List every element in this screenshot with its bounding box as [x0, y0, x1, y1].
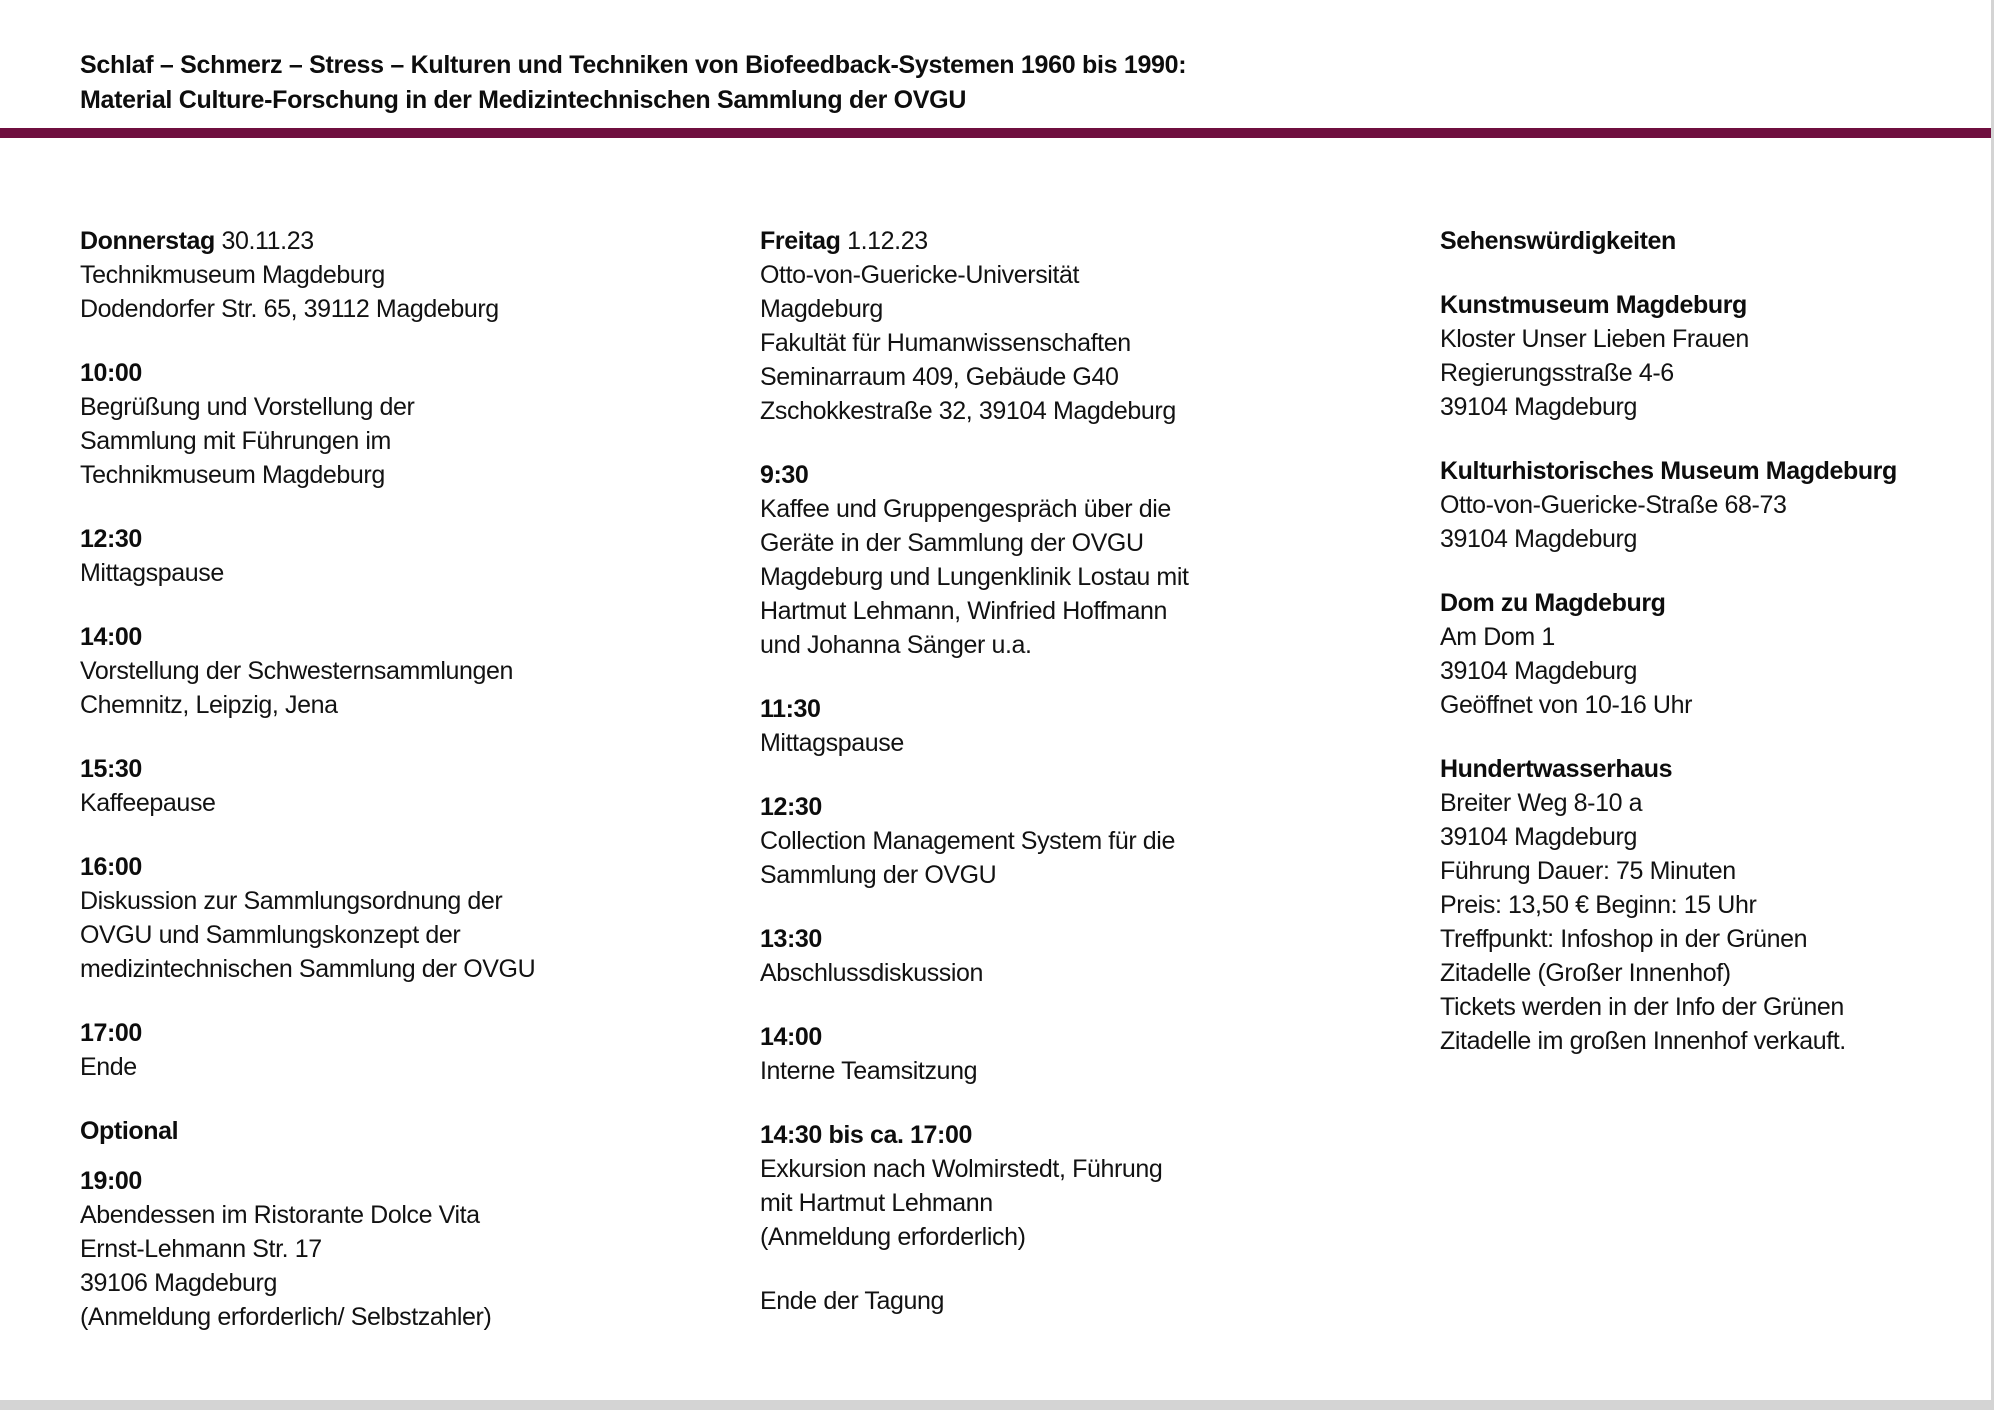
- schedule-line: [80, 258, 760, 292]
- schedule-line-text: Dodendorfer Str. 65, 39112 Magdeburg: [80, 295, 499, 323]
- schedule-line-text: Mittagspause: [80, 559, 224, 587]
- schedule-block: [80, 1114, 760, 1148]
- schedule-line: [1440, 1024, 1964, 1058]
- schedule-line: [760, 394, 1440, 428]
- schedule-line: [1440, 522, 1964, 556]
- schedule-line: [1440, 654, 1964, 688]
- schedule-line: [80, 786, 760, 820]
- schedule-line-text: Begrüßung und Vorstellung der: [80, 393, 415, 421]
- schedule-line-text: Diskussion zur Sammlungsordnung der: [80, 887, 503, 915]
- schedule-line: [80, 1300, 760, 1334]
- schedule-line: [1440, 390, 1964, 424]
- schedule-line: [80, 1114, 760, 1148]
- schedule-line: [1440, 820, 1964, 854]
- page-title-line-2: Material Culture-Forschung in der Medizintechnischen Sammlung der OVGU: [80, 86, 967, 114]
- schedule-line-text: Breiter Weg 8-10 a: [1440, 789, 1643, 817]
- schedule-line: [80, 292, 760, 326]
- schedule-line: [80, 1164, 760, 1198]
- schedule-block: [760, 1118, 1440, 1254]
- schedule-line-text: Geräte in der Sammlung der OVGU: [760, 529, 1144, 557]
- schedule-line-text: 39104 Magdeburg: [1440, 525, 1637, 553]
- schedule-line-text: Ernst-Lehmann Str. 17: [80, 1235, 322, 1263]
- schedule-line-text: Zitadelle (Großer Innenhof): [1440, 959, 1731, 987]
- schedule-line-bold-text: Hundertwasserhaus: [1440, 755, 1673, 783]
- schedule-block: [80, 620, 760, 722]
- schedule-line: [760, 594, 1440, 628]
- schedule-block: [1440, 752, 1964, 1058]
- schedule-line: [80, 654, 760, 688]
- schedule-line-text: 39104 Magdeburg: [1440, 823, 1637, 851]
- schedule-line-text: Geöffnet von 10-16 Uhr: [1440, 691, 1693, 719]
- schedule-line-text: Vorstellung der Schwesternsammlungen: [80, 657, 514, 685]
- schedule-line-text: 39106 Magdeburg: [80, 1269, 277, 1297]
- schedule-line: [1440, 888, 1964, 922]
- schedule-line-bold-text: 14:00: [80, 623, 142, 651]
- schedule-block: [760, 1284, 1440, 1318]
- schedule-line: [80, 1050, 760, 1084]
- column-friday-program: [760, 224, 1440, 1334]
- schedule-line-bold-text: 17:00: [80, 1019, 142, 1047]
- schedule-line: [80, 688, 760, 722]
- schedule-line: [760, 1186, 1440, 1220]
- schedule-line-text: Collection Management System für die: [760, 827, 1175, 855]
- schedule-line: [760, 458, 1440, 492]
- schedule-line: [760, 560, 1440, 594]
- schedule-line-text: Preis: 13,50 € Beginn: 15 Uhr: [1440, 891, 1757, 919]
- schedule-line: [80, 458, 760, 492]
- schedule-line-text: Sammlung mit Führungen im: [80, 427, 391, 455]
- schedule-line: [760, 858, 1440, 892]
- schedule-line-text: Ende der Tagung: [760, 1287, 944, 1315]
- schedule-line: [760, 692, 1440, 726]
- schedule-line: [1440, 224, 1964, 258]
- schedule-block: [1440, 454, 1964, 556]
- schedule-line: [80, 884, 760, 918]
- window-edge-bottom: [0, 1400, 1994, 1410]
- accent-rule: [0, 128, 1994, 138]
- schedule-line-text: Exkursion nach Wolmirstedt, Führung: [760, 1155, 1163, 1183]
- schedule-line: [1440, 854, 1964, 888]
- schedule-line: [1440, 922, 1964, 956]
- schedule-block: [760, 692, 1440, 760]
- schedule-line: [80, 224, 760, 258]
- schedule-block: [760, 1020, 1440, 1088]
- schedule-line-text: (Anmeldung erforderlich): [760, 1223, 1026, 1251]
- schedule-line-bold-text: 15:30: [80, 755, 142, 783]
- schedule-line: [80, 1198, 760, 1232]
- schedule-line: [760, 224, 1440, 258]
- schedule-line: [760, 492, 1440, 526]
- schedule-line-bold-text: 16:00: [80, 853, 142, 881]
- schedule-line-bold-text: 14:00: [760, 1023, 822, 1051]
- schedule-line: [80, 620, 760, 654]
- schedule-line-text: Hartmut Lehmann, Winfried Hoffmann: [760, 597, 1167, 625]
- schedule-line-text: Am Dom 1: [1440, 623, 1555, 651]
- schedule-line: [80, 918, 760, 952]
- schedule-line-bold-text: Freitag: [760, 227, 841, 255]
- schedule-line: [1440, 620, 1964, 654]
- schedule-line-text: Regierungsstraße 4-6: [1440, 359, 1674, 387]
- schedule-line-text: 30.11.23: [214, 227, 314, 255]
- schedule-line-bold-text: Sehenswürdigkeiten: [1440, 227, 1676, 255]
- schedule-block: [1440, 224, 1964, 258]
- schedule-line: [1440, 688, 1964, 722]
- schedule-block: [80, 1164, 760, 1334]
- schedule-line-text: Treffpunkt: Infoshop in der Grünen: [1440, 925, 1808, 953]
- schedule-columns: [0, 224, 1994, 1334]
- schedule-line: [760, 628, 1440, 662]
- schedule-block: [80, 522, 760, 590]
- schedule-line: [80, 522, 760, 556]
- schedule-line-text: Otto-von-Guericke-Straße 68-73: [1440, 491, 1787, 519]
- schedule-line: [80, 424, 760, 458]
- schedule-line-bold-text: 12:30: [80, 525, 142, 553]
- schedule-block: [760, 790, 1440, 892]
- schedule-line-bold-text: 11:30: [760, 695, 821, 723]
- schedule-line-text: Kaffeepause: [80, 789, 216, 817]
- schedule-line: [1440, 322, 1964, 356]
- schedule-line: [760, 824, 1440, 858]
- schedule-line-bold-text: Kulturhistorisches Museum Magdeburg: [1440, 457, 1897, 485]
- schedule-line: [760, 1284, 1440, 1318]
- schedule-line: [760, 292, 1440, 326]
- schedule-line-bold-text: 19:00: [80, 1167, 142, 1195]
- schedule-line-bold-text: 12:30: [760, 793, 822, 821]
- schedule-line-text: Magdeburg und Lungenklinik Lostau mit: [760, 563, 1189, 591]
- schedule-line: [1440, 752, 1964, 786]
- schedule-block: [80, 224, 760, 326]
- schedule-line-text: Abschlussdiskussion: [760, 959, 984, 987]
- schedule-line: [760, 526, 1440, 560]
- schedule-block: [1440, 288, 1964, 424]
- schedule-block: [80, 1016, 760, 1084]
- schedule-line-text: medizintechnischen Sammlung der OVGU: [80, 955, 536, 983]
- schedule-line-text: Seminarraum 409, Gebäude G40: [760, 363, 1119, 391]
- schedule-line: [760, 258, 1440, 292]
- schedule-line-text: Ende: [80, 1053, 137, 1081]
- schedule-line-bold-text: Optional: [80, 1117, 179, 1145]
- schedule-line-text: Otto-von-Guericke-Universität: [760, 261, 1080, 289]
- schedule-line: [1440, 786, 1964, 820]
- schedule-line: [80, 1266, 760, 1300]
- schedule-line: [760, 326, 1440, 360]
- schedule-line-text: Führung Dauer: 75 Minuten: [1440, 857, 1736, 885]
- schedule-line-text: Magdeburg: [760, 295, 883, 323]
- schedule-line-bold-text: Kunstmuseum Magdeburg: [1440, 291, 1747, 319]
- schedule-line-bold-text: 9:30: [760, 461, 809, 489]
- schedule-line: [1440, 956, 1964, 990]
- schedule-line: [1440, 288, 1964, 322]
- schedule-line: [760, 1020, 1440, 1054]
- schedule-line: [760, 726, 1440, 760]
- schedule-line: [80, 356, 760, 390]
- schedule-line-text: Chemnitz, Leipzig, Jena: [80, 691, 338, 719]
- schedule-line: [80, 1232, 760, 1266]
- schedule-line-text: mit Hartmut Lehmann: [760, 1189, 993, 1217]
- schedule-line: [1440, 454, 1964, 488]
- schedule-line-bold-text: Dom zu Magdeburg: [1440, 589, 1666, 617]
- schedule-line-text: und Johanna Sänger u.a.: [760, 631, 1032, 659]
- schedule-line-bold-text: 10:00: [80, 359, 142, 387]
- schedule-line-text: Abendessen im Ristorante Dolce Vita: [80, 1201, 480, 1229]
- schedule-block: [760, 458, 1440, 662]
- schedule-line: [760, 360, 1440, 394]
- schedule-line: [760, 1220, 1440, 1254]
- schedule-line-bold-text: 13:30: [760, 925, 822, 953]
- schedule-line: [80, 850, 760, 884]
- schedule-line-text: 39104 Magdeburg: [1440, 657, 1637, 685]
- schedule-block: [80, 356, 760, 492]
- schedule-block: [1440, 586, 1964, 722]
- schedule-line: [80, 556, 760, 590]
- column-thursday-program: [80, 224, 760, 1334]
- schedule-line-text: Technikmuseum Magdeburg: [80, 261, 385, 289]
- schedule-line: [80, 390, 760, 424]
- schedule-line-text: Sammlung der OVGU: [760, 861, 997, 889]
- page-header: [0, 0, 1994, 118]
- schedule-block: [760, 224, 1440, 428]
- schedule-line: [1440, 356, 1964, 390]
- schedule-line-text: 39104 Magdeburg: [1440, 393, 1637, 421]
- schedule-line: [760, 790, 1440, 824]
- schedule-line: [80, 752, 760, 786]
- page-title-line-1: Schlaf – Schmerz – Stress – Kulturen und Techniken von Biofeedback-Systemen 1960 bis 1990:: [80, 51, 1187, 79]
- schedule-block: [80, 850, 760, 986]
- schedule-block: [760, 922, 1440, 990]
- schedule-line-bold-text: 14:30 bis ca. 17:00: [760, 1121, 972, 1149]
- schedule-line-text: Fakultät für Humanwissenschaften: [760, 329, 1131, 357]
- schedule-block: [80, 752, 760, 820]
- schedule-line-text: Zitadelle im großen Innenhof verkauft.: [1440, 1027, 1846, 1055]
- schedule-line-text: Tickets werden in der Info der Grünen: [1440, 993, 1844, 1021]
- schedule-line: [760, 1054, 1440, 1088]
- schedule-line: [760, 922, 1440, 956]
- schedule-line-text: Technikmuseum Magdeburg: [80, 461, 385, 489]
- schedule-line-text: Kloster Unser Lieben Frauen: [1440, 325, 1749, 353]
- schedule-line: [760, 1118, 1440, 1152]
- schedule-line-text: (Anmeldung erforderlich/ Selbstzahler): [80, 1303, 492, 1331]
- schedule-line: [1440, 488, 1964, 522]
- schedule-line-text: Zschokkestraße 32, 39104 Magdeburg: [760, 397, 1176, 425]
- schedule-line-text: Mittagspause: [760, 729, 904, 757]
- schedule-line: [80, 952, 760, 986]
- schedule-line: [760, 1152, 1440, 1186]
- column-sights: [1440, 224, 1964, 1334]
- schedule-line-bold-text: Donnerstag: [80, 227, 215, 255]
- schedule-line: [1440, 990, 1964, 1024]
- schedule-line: [80, 1016, 760, 1050]
- schedule-line: [760, 956, 1440, 990]
- schedule-line: [1440, 586, 1964, 620]
- schedule-line-text: 1.12.23: [840, 227, 928, 255]
- schedule-line-text: Kaffee und Gruppengespräch über die: [760, 495, 1171, 523]
- schedule-line-text: OVGU und Sammlungskonzept der: [80, 921, 461, 949]
- schedule-line-text: Interne Teamsitzung: [760, 1057, 978, 1085]
